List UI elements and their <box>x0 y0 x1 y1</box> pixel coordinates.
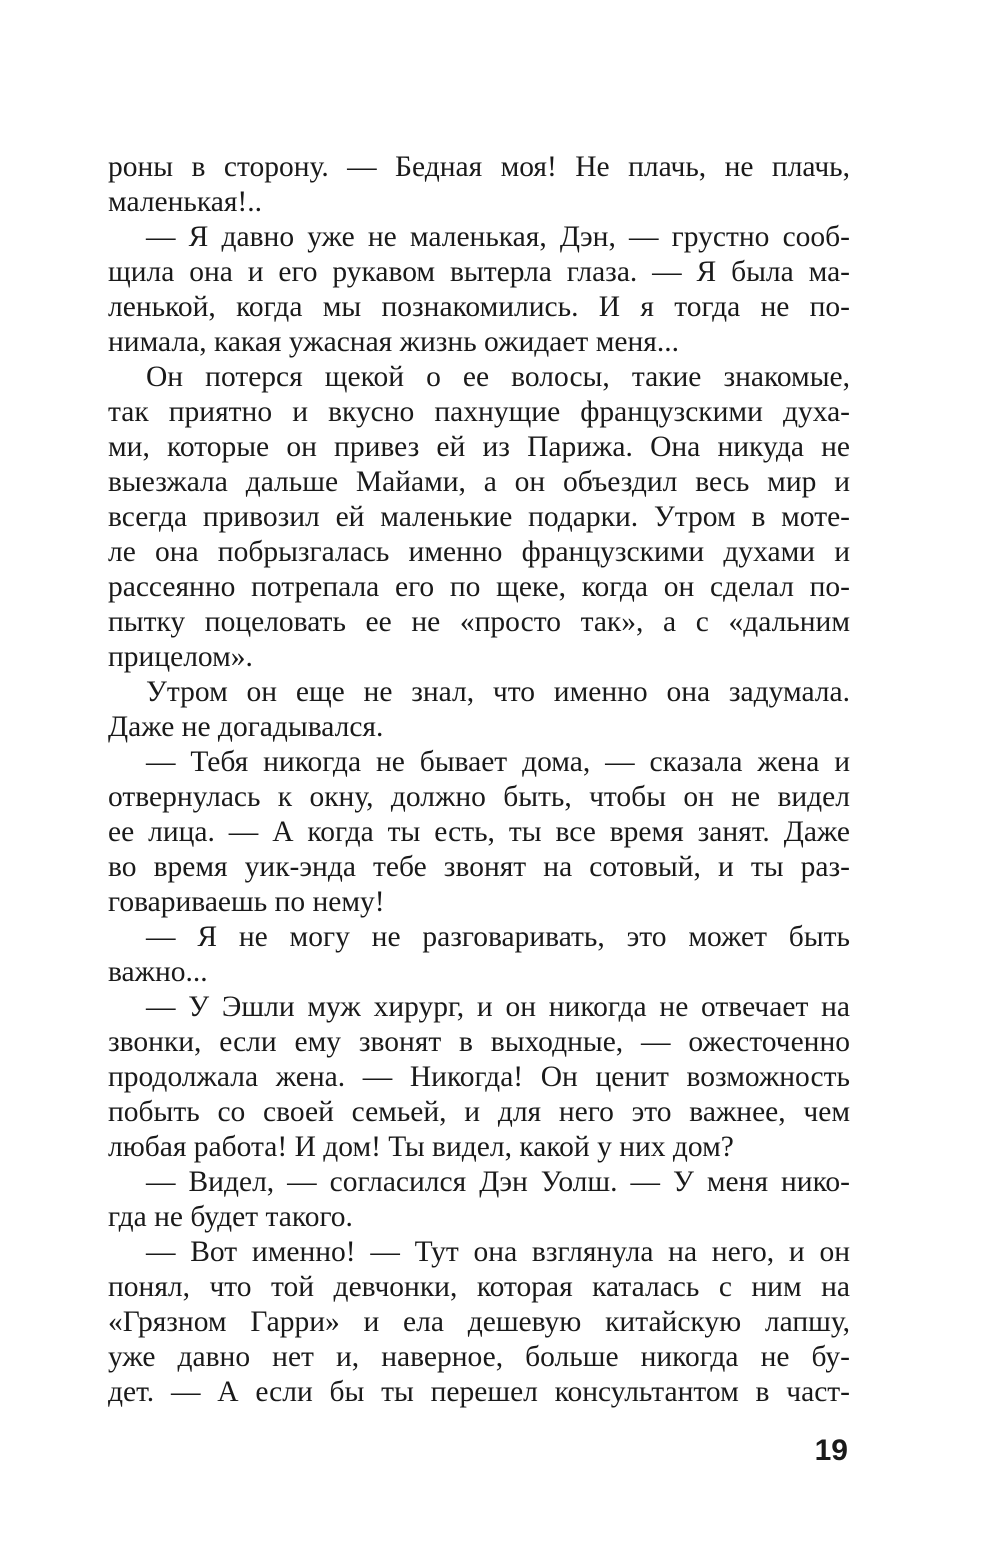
text-line: ми, которые он привез ей из Парижа. Она никуда не <box>108 431 850 463</box>
text-line: рассеянно потрепала его по щеке, когда он сделал по- <box>108 571 850 603</box>
text-line: — У Эшли муж хирург, и он никогда не отвечает на <box>146 991 850 1023</box>
text-line: маленькая!.. <box>108 186 262 218</box>
text-line: — Я давно уже не маленькая, Дэн, — грустно сооб- <box>146 221 850 253</box>
text-line: ле она побрызгалась именно французскими духами и <box>108 536 850 568</box>
text-line: ее лица. — А когда ты есть, ты все время занят. Даже <box>108 816 850 848</box>
text-line: во время уик-энда тебе звонят на сотовый, и ты раз- <box>108 851 850 883</box>
text-line: побыть со своей семьей, и для него это важнее, чем <box>108 1096 850 1128</box>
text-line: «Грязном Гарри» и ела дешевую китайскую лапшу, <box>108 1306 850 1338</box>
text-line: роны в сторону. — Бедная моя! Не плачь, не плачь, <box>108 151 850 183</box>
text-line: понял, что той девчонки, которая каталась с ним на <box>108 1271 850 1303</box>
text-line: — Видел, — согласился Дэн Уолш. — У меня нико- <box>146 1166 850 1198</box>
text-line: любая работа! И дом! Ты видел, какой у них дом? <box>108 1131 734 1163</box>
text-line: — Тебя никогда не бывает дома, — сказала жена и <box>146 746 850 778</box>
text-line: пытку поцеловать ее не «просто так», а с «дальним <box>108 606 850 638</box>
text-line: так приятно и вкусно пахнущие французскими духа- <box>108 396 850 428</box>
text-line: прицелом». <box>108 641 253 673</box>
page-number: 19 <box>814 1434 848 1467</box>
text-line: говариваешь по нему! <box>108 886 385 918</box>
text-line: — Вот именно! — Тут она взглянула на него, и он <box>146 1236 850 1268</box>
text-line: нимала, какая ужасная жизнь ожидает меня... <box>108 326 679 358</box>
text-line: щила она и его рукавом вытерла глаза. — Я была ма- <box>108 256 850 288</box>
text-line: — Я не могу не разговаривать, это может быть <box>146 921 850 953</box>
text-line: всегда привозил ей маленькие подарки. Утром в моте- <box>108 501 850 533</box>
text-line: выезжала дальше Майами, а он объездил весь мир и <box>108 466 850 498</box>
text-line: важно... <box>108 956 208 988</box>
body-text <box>108 150 850 1410</box>
text-line: отвернулась к окну, должно быть, чтобы он не видел <box>108 781 850 813</box>
text-line: звонки, если ему звонят в выходные, — ожесточенно <box>108 1026 850 1058</box>
text-line: уже давно нет и, наверное, больше никогда не бу- <box>108 1341 850 1373</box>
text-line: Даже не догадывался. <box>108 711 384 743</box>
text-line: Он потерся щекой о ее волосы, такие знакомые, <box>146 361 850 393</box>
text-line: Утром он еще не знал, что именно она задумала. <box>146 676 850 708</box>
text-line: дет. — А если бы ты перешел консультантом в част- <box>108 1376 850 1408</box>
text-line: ленькой, когда мы познакомились. И я тогда не по- <box>108 291 850 323</box>
text-line: продолжала жена. — Никогда! Он ценит возможность <box>108 1061 850 1093</box>
text-line: гда не будет такого. <box>108 1201 353 1233</box>
